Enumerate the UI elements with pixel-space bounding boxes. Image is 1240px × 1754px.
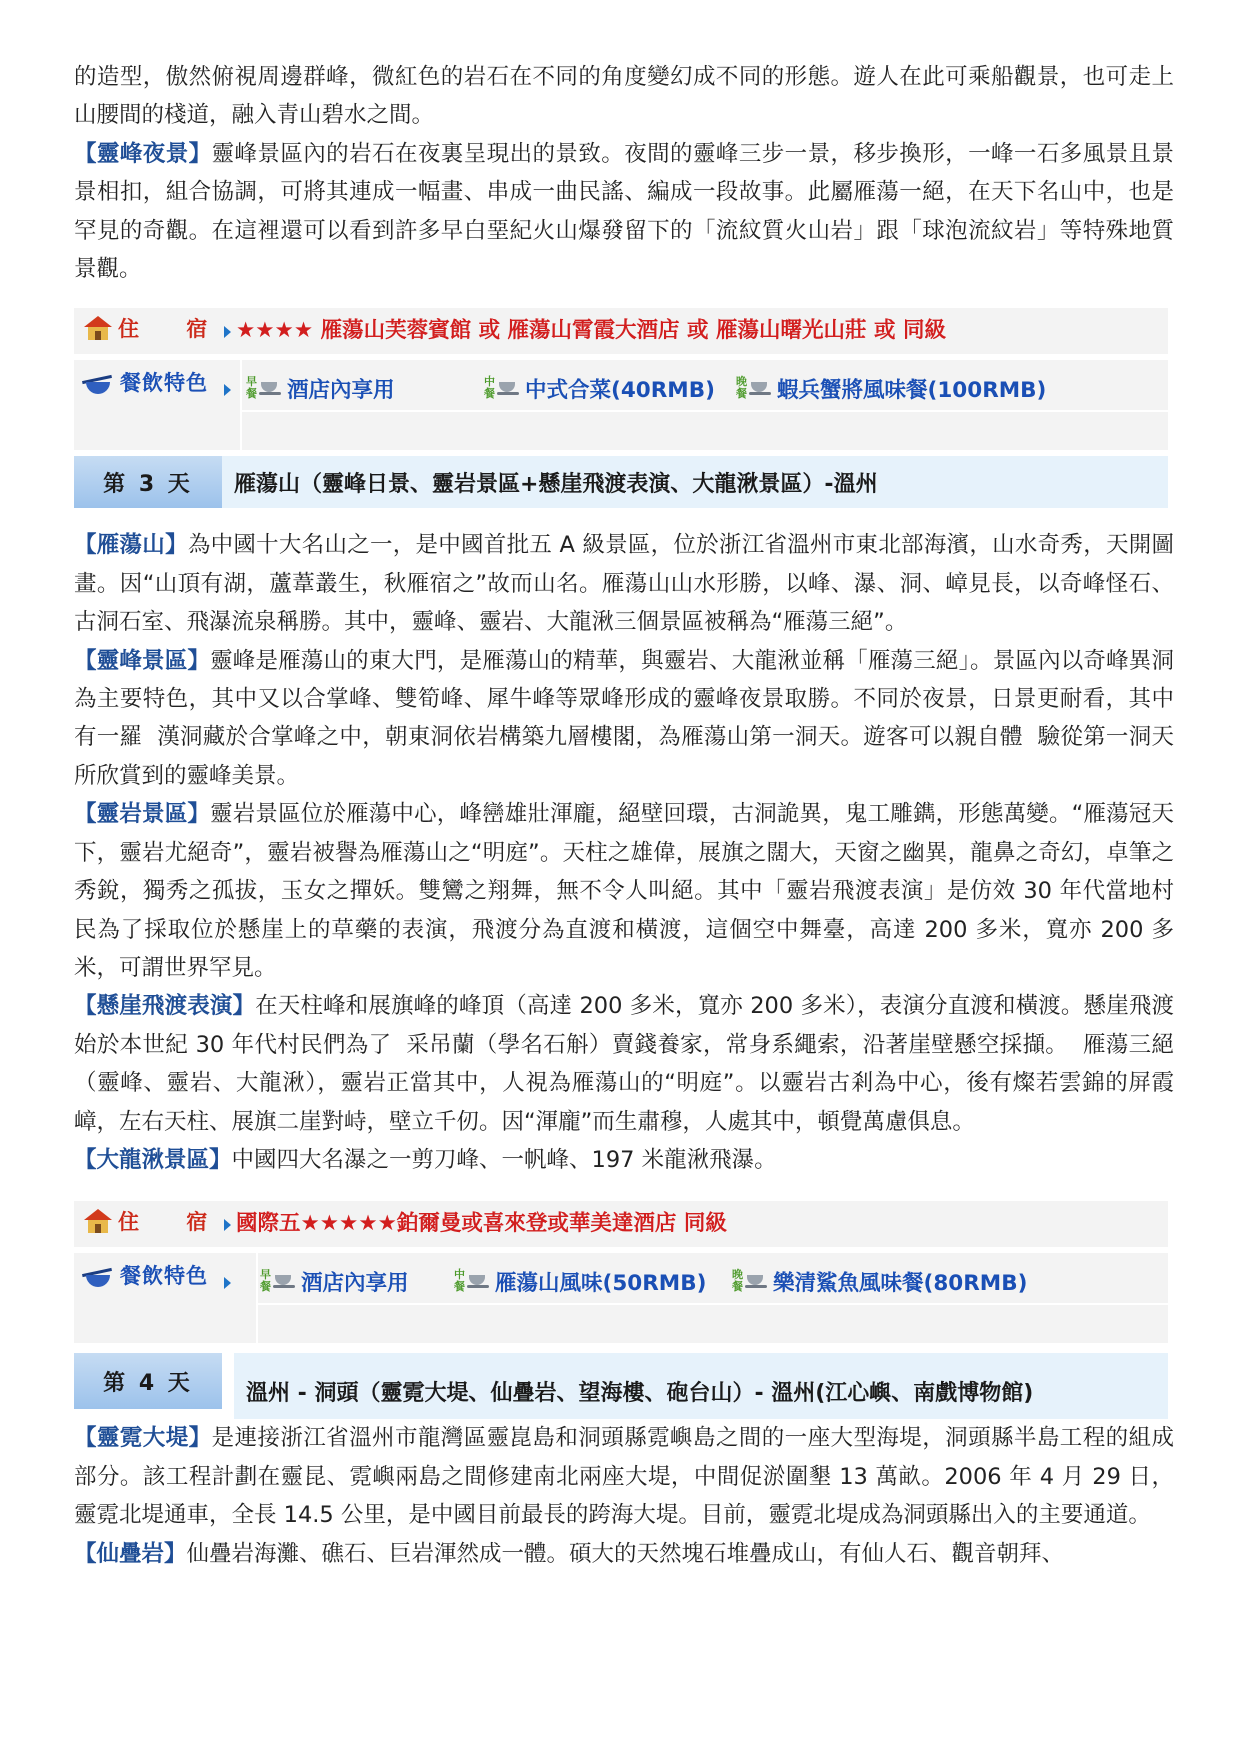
keyword-heading: 【雁蕩山】 (74, 532, 188, 559)
keyword-heading: 【大龍湫景區】 (74, 1146, 232, 1173)
plate-icon (749, 380, 771, 396)
meal-label: 餐飲特色 (120, 371, 208, 396)
hotel-meal-info (74, 1201, 1168, 1343)
paragraph (74, 1141, 1174, 1179)
arrow-icon (224, 384, 231, 396)
paragraph-text: 靈峰是雁蕩山的東大門，是雁蕩山的精華，與靈岩、大龍湫並稱「雁蕩三絕」。景區內以奇峰異洞為主要特色，其中又以合掌峰、雙筍峰、犀牛峰等眾峰形成的靈峰夜景取勝。不同於夜景，日景更耐看，其中有一羅 漢洞藏於合掌峰之中，朝東洞依岩構築九層樓閣，為雁蕩山第一洞天。遊客可以親自體 驗從第一洞天所欣賞到的靈峰美景。 (74, 647, 1174, 789)
paragraph (74, 1419, 1174, 1534)
bowl-icon (82, 376, 114, 396)
paragraph-text: 為中國十大名山之一，是中國首批五 A 級景區，位於浙江省溫州市東北部海濱，山水奇秀，天開圖畫。因“山頂有湖，蘆葦叢生，秋雁宿之”故而山名。雁蕩山山水形勝，以峰、瀑、洞、嶂見長，以奇峰怪石、古洞石室、飛瀑流泉稱勝。其中，靈峰、靈岩、大龍湫三個景區被稱為“雁蕩三絕”。 (74, 532, 1174, 636)
hotel-meal-info (74, 308, 1168, 450)
arrow-icon (224, 326, 231, 338)
dinner-tag: 晚 餐 (732, 1268, 743, 1294)
hotel-row (74, 308, 1168, 354)
lunch (484, 368, 715, 408)
paragraph (74, 526, 1174, 641)
arrow-icon (224, 1219, 231, 1231)
breakfast-tag: 早 餐 (260, 1268, 271, 1294)
bowl-icon (82, 1269, 114, 1289)
paragraph-text: 在天柱峰和展旗峰的峰頂（高達 200 多米，寬亦 200 多米），表演分直渡和橫渡。懸崖飛渡始於本世紀 30 年代村民們為了 采吊蘭（學名石斛）賣錢養家，常身系繩索，沿著崖壁懸空採擷。 雁蕩三絕（靈峰、靈岩、大龍湫），靈岩正當其中，人視為雁蕩山的“明庭”。以靈岩古剎為中心，後有燦若雲錦的屏霞嶂，左右天柱、展旗二崖對峙，壁立千仞。因“渾龐”而生肅穆，人處其中，頓覺萬慮俱息。 (74, 993, 1174, 1135)
meal-row-lower (242, 410, 1168, 450)
lunch-tag: 中 餐 (484, 375, 495, 401)
meal-label: 餐飲特色 (120, 1264, 208, 1289)
paragraph-text: 的造型，傲然俯視周邊群峰，微紅色的岩石在不同的角度變幻成不同的形態。遊人在此可乘船觀景，也可走上山腰間的棧道，融入青山碧水之間。 (74, 64, 1174, 129)
dish-icon (467, 1273, 489, 1289)
hotel-label-cell (74, 1201, 244, 1247)
arrow-icon (224, 1277, 231, 1289)
paragraph-text: 靈峰景區內的岩石在夜裏呈現出的景致。夜間的靈峰三步一景，移步換形，一峰一石多風景且景景相扣，組合協調，可將其連成一幅畫、串成一曲民謠、編成一段故事。此屬雁蕩一絕，在天下名山中，也是罕見的奇觀。在這裡還可以看到許多早白堊紀火山爆發留下的「流紋質火山岩」跟「球泡流紋岩」等特殊地質景觀。 (74, 140, 1174, 283)
paragraph (74, 1535, 1174, 1573)
day-header (74, 456, 1168, 508)
dinner-tag: 晚 餐 (736, 375, 747, 401)
plate-icon (745, 1273, 767, 1289)
hotel-label: 住 宿 (118, 317, 228, 342)
house-icon (84, 316, 112, 340)
lunch-tag: 中 餐 (454, 1268, 465, 1294)
meal-row (74, 1253, 1168, 1343)
lunch (454, 1261, 706, 1301)
hotel-text: ★★★★ 雁蕩山芙蓉賓館 或 雁蕩山霄霞大酒店 或 雁蕩山曙光山莊 或 同級 (236, 318, 946, 344)
day-badge: 第 4 天 (74, 1353, 222, 1409)
hotel-label-cell (74, 308, 244, 354)
paragraph-text: 仙疊岩海灘、礁石、巨岩渾然成一體。碩大的天然塊石堆疊成山，有仙人石、觀音朝拜、 (186, 1540, 1065, 1567)
hotel-row (74, 1201, 1168, 1247)
keyword-heading: 【靈岩景區】 (74, 801, 211, 828)
paragraph (74, 987, 1174, 1141)
dish-icon (497, 380, 519, 396)
dinner (736, 368, 1046, 408)
day-badge: 第 3 天 (74, 456, 222, 508)
document-page (74, 58, 1174, 1573)
day-title: 雁蕩山（靈峰日景、靈岩景區+懸崖飛渡表演、大龍湫景區）-溫州 (222, 456, 1168, 508)
breakfast (246, 368, 395, 408)
hotel-text: 國際五★★★★★鉑爾曼或喜來登或華美達酒店 同級 (236, 1211, 727, 1237)
meal-label-cell (74, 1253, 244, 1343)
paragraph-text: 是連接浙江省溫州市龍灣區靈崑島和洞頭縣霓嶼島之間的一座大型海堤，洞頭縣半島工程的組成部分。該工程計劃在靈昆、霓嶼兩島之間修建南北兩座大堤，中間促淤圍墾 13 萬畝。2006 年 4 月 29 日，靈霓北堤通車，全長 14.5 公里，是中國目前最長的跨海大堤。目前，靈霓北堤成為洞頭縣出入的主要通道。 (74, 1425, 1174, 1529)
meal-row (74, 360, 1168, 450)
meal-row-lower (258, 1303, 1168, 1343)
dinner-text: 樂清鯊魚風味餐(80RMB) (773, 1270, 1028, 1296)
lunch-text: 中式合菜(40RMB) (525, 377, 715, 403)
day-header (74, 1353, 1168, 1419)
breakfast-text: 酒店內享用 (287, 377, 395, 403)
paragraph-text: 中國四大名瀑之一剪刀峰、一帆峰、197 米龍湫飛瀑。 (231, 1146, 777, 1173)
breakfast (260, 1261, 409, 1301)
paragraph-text: 靈岩景區位於雁蕩中心，峰巒雄壯渾龐，絕壁回環，古洞詭異，鬼工雕鐫，形態萬變。“雁蕩冠天下，靈岩尤絕奇”，靈岩被譽為雁蕩山之“明庭”。天柱之雄偉，展旗之闊大，天窗之幽異，龍鼻之奇幻，卓筆之秀銳，獨秀之孤拔，玉女之撣妖。雙鸞之翔舞，無不令人叫絕。其中「靈岩飛渡表演」是仿效 30 年代當地村民為了採取位於懸崖上的草藥的表演，飛渡分為直渡和橫渡，這個空中舞臺，高達 200 多米，寬亦 200 多米，可謂世界罕見。 (74, 801, 1174, 981)
paragraph (74, 58, 1174, 135)
dinner-text: 蝦兵蟹將風味餐(100RMB) (777, 377, 1047, 403)
dinner (732, 1261, 1027, 1301)
breakfast-tag: 早 餐 (246, 375, 257, 401)
lunch-text: 雁蕩山風味(50RMB) (495, 1270, 707, 1296)
paragraph (74, 642, 1174, 796)
keyword-heading: 【懸崖飛渡表演】 (74, 993, 256, 1020)
breakfast-text: 酒店內享用 (301, 1270, 409, 1296)
teacup-icon (259, 380, 281, 396)
keyword-heading: 【靈峰景區】 (74, 647, 211, 674)
paragraph (74, 795, 1174, 987)
house-icon (84, 1209, 112, 1233)
keyword-heading: 【靈霓大堤】 (74, 1425, 212, 1452)
keyword-heading: 【仙疊岩】 (74, 1540, 187, 1567)
meal-label-cell (74, 360, 244, 450)
day-title: 溫州 - 洞頭（靈霓大堤、仙疊岩、望海樓、砲台山）- 溫州(江心嶼、南戲博物館) (234, 1353, 1168, 1419)
keyword-heading: 【靈峰夜景】 (74, 140, 212, 167)
paragraph (74, 135, 1174, 289)
hotel-label: 住 宿 (118, 1210, 228, 1235)
teacup-icon (273, 1273, 295, 1289)
